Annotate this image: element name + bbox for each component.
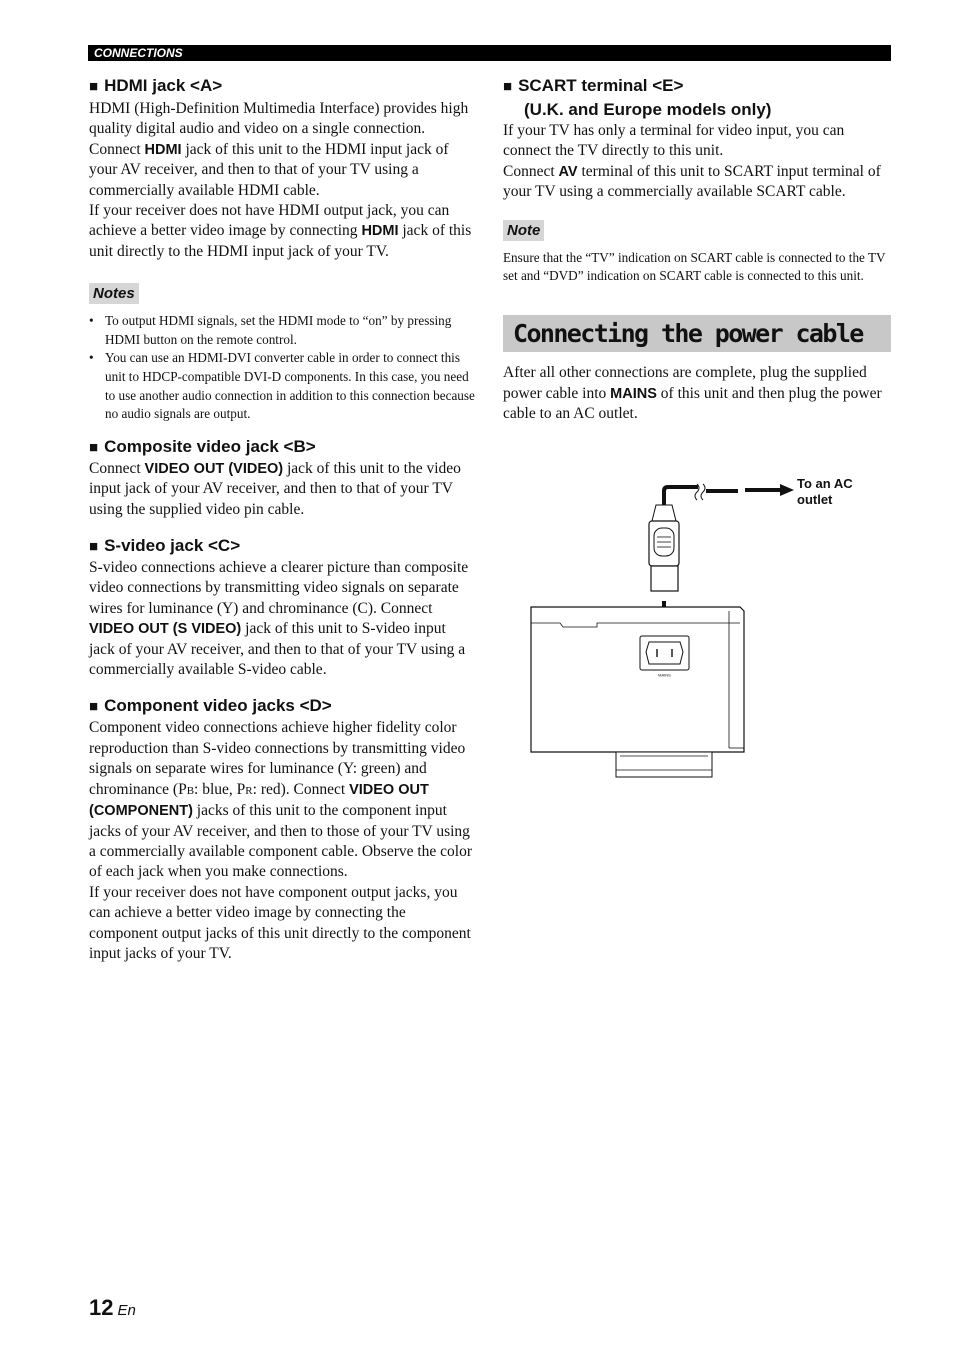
mains-socket-frame bbox=[640, 636, 689, 670]
component-paragraph-1: Component video connections achieve higher fidelity color reproduction than S-video connections by transmitting video signals on separate wires for luminance (Y: green) and chrominance (PB: blue, PR: red). Connect VIDEO OUT (COMPONENT) jacks of this unit to the component input jacks of your AV receiver, and then to those of your TV using a commercially available component cable. Observe the color of each jack when you make connections. bbox=[89, 719, 473, 881]
notes-list bbox=[89, 312, 475, 424]
plug-strain-relief bbox=[652, 505, 676, 521]
note-label: Note bbox=[503, 220, 544, 241]
composite-heading: ■ Composite video jack <B> bbox=[89, 436, 316, 456]
hdmi-heading: ■ HDMI jack <A> bbox=[89, 76, 223, 95]
component-heading: ■ Component video jacks <D> bbox=[89, 696, 332, 716]
right-column bbox=[503, 74, 891, 425]
notes-label: Notes bbox=[89, 283, 139, 304]
ac-outlet-label: To an AC outlet bbox=[797, 476, 853, 507]
scart-paragraph-1: If your TV has only a terminal for video input, you can connect the TV directly to this unit. bbox=[503, 122, 845, 160]
svideo-paragraph: S-video connections achieve a clearer picture than composite video connections by transmitting video signals on separate wires for luminance (Y) and chrominance (C). Connect VIDEO OUT (S VIDEO) jack of this unit to S-video input jack of your AV receiver, and then to that of your TV using a commercially available S-video cable. bbox=[89, 559, 469, 679]
note-text: Ensure that the “TV” indication on SCART cable is connected to the TV set and “DVD” indication on SCART cable is connected to this unit. bbox=[503, 249, 886, 284]
power-cable bbox=[664, 487, 698, 505]
note-item: • You can use an HDMI-DVI converter cable in order to connect this unit to HDCP-compatible DVI-D components. In this case, you need to use another audio connection in addition to this connection because no audio signals are output. bbox=[89, 349, 475, 423]
ac-arrow-head bbox=[780, 484, 794, 496]
composite-paragraph: Connect VIDEO OUT (VIDEO) jack of this unit to the video input jack of your AV receiver, and then to that of your TV using the supplied video pin cable. bbox=[89, 459, 461, 518]
left-column bbox=[89, 74, 475, 964]
hdmi-paragraph-1: HDMI (High-Definition Multimedia Interface) provides high quality digital audio and video on a single connection. Connect HDMI jack of this unit to the HDMI input jack of your AV receiver, and then to that of your TV using a commercially available HDMI cable. bbox=[89, 100, 469, 199]
note-item: • To output HDMI signals, set the HDMI mode to “on” by pressing HDMI button on the remote control. bbox=[89, 312, 475, 349]
mains-label: MAINS bbox=[658, 672, 671, 678]
section-label: CONNECTIONS bbox=[94, 46, 183, 60]
page-number: 12 En bbox=[89, 1295, 136, 1320]
power-paragraph: After all other connections are complete, plug the supplied power cable into MAINS of this unit and then plug the power cable to an AC outlet. bbox=[503, 364, 882, 423]
unit-rear-panel bbox=[531, 607, 744, 752]
component-paragraph-2: If your receiver does not have component output jacks, you can achieve a better video image by connecting the component output jacks of this unit directly to the component input jacks of your TV. bbox=[89, 883, 471, 962]
scart-paragraph-2: Connect AV terminal of this unit to SCART input terminal of your TV using a commercially available SCART cable. bbox=[503, 162, 881, 201]
language-code: En bbox=[117, 1302, 136, 1319]
power-section-title: Connecting the power cable bbox=[513, 319, 863, 349]
svideo-heading: ■ S-video jack <C> bbox=[89, 536, 241, 556]
hdmi-paragraph-2: If your receiver does not have HDMI output jack, you can achieve a better video image by connecting HDMI jack of this unit directly to the HDMI input jack of your TV. bbox=[89, 202, 472, 260]
plug-connector bbox=[651, 566, 678, 591]
section-header-bar bbox=[88, 45, 891, 61]
power-cable-diagram bbox=[528, 470, 868, 785]
power-section-title-bar bbox=[503, 315, 891, 352]
scart-heading: ■ SCART terminal <E> (U.K. and Europe models only) bbox=[503, 76, 772, 119]
